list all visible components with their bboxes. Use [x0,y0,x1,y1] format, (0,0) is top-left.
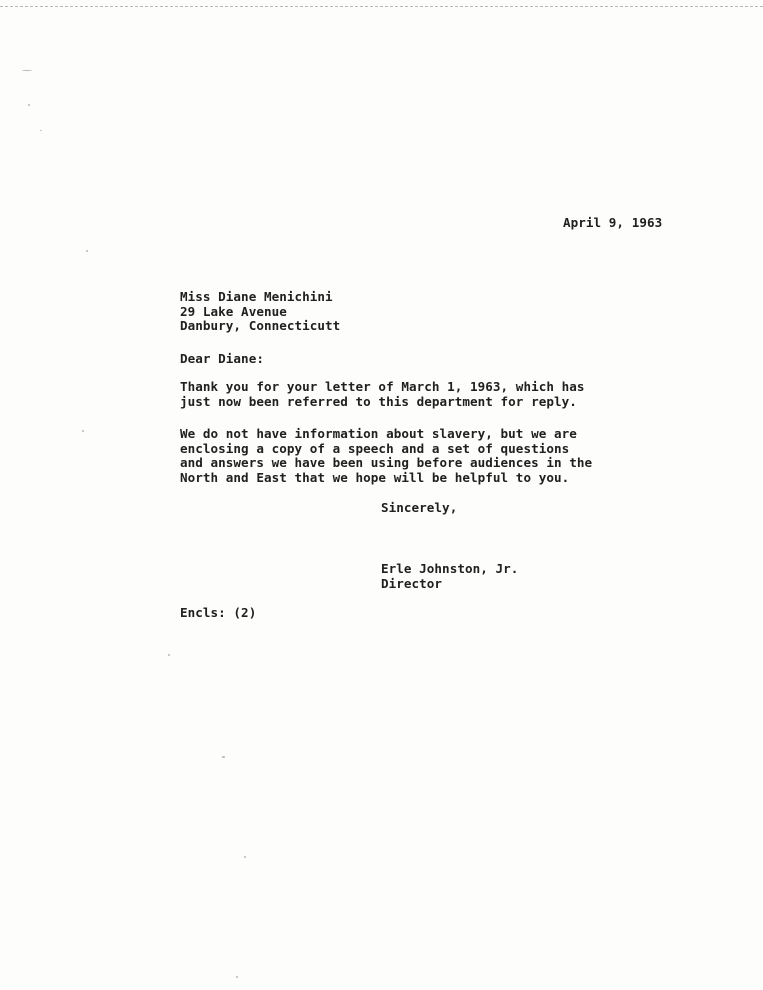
scan-speck [40,130,42,131]
enclosures-note: Encls: (2) [180,605,257,620]
scan-speck [222,756,225,758]
signature-block [381,562,518,591]
scan-speck [28,104,30,106]
scan-speck [86,250,88,252]
scan-speck [82,430,84,432]
salutation: Dear Diane: [180,351,264,366]
letter-date: April 9, 1963 [563,215,663,230]
signer-title: Director [381,575,443,591]
paragraph-line: and answers we have been using before audiences in the [180,455,593,471]
recipient-street: 29 Lake Avenue [180,303,287,319]
body-paragraph [180,380,585,409]
scan-speck [244,856,246,858]
scan-speck [168,654,170,656]
paragraph-line: We do not have information about slavery, but we are [180,426,577,441]
page-top-edge [0,0,763,7]
paragraph-line: Thank you for your letter of March 1, 1963, which has [180,379,585,394]
paragraph-line: just now been referred to this department for reply. [180,393,577,409]
paragraph-line: North and East that we hope will be helpful to you. [180,469,570,485]
scan-speck [22,70,32,71]
signer-name: Erle Johnston, Jr. [381,561,519,576]
recipient-address [180,290,340,334]
paragraph-line: enclosing a copy of a speech and a set of questions [180,440,570,456]
complimentary-closing: Sincerely, [381,500,458,515]
recipient-name: Miss Diane Menichini [180,289,333,304]
body-paragraph [180,427,592,485]
recipient-city: Danbury, Connecticutt [180,318,341,334]
scan-speck [236,976,238,978]
